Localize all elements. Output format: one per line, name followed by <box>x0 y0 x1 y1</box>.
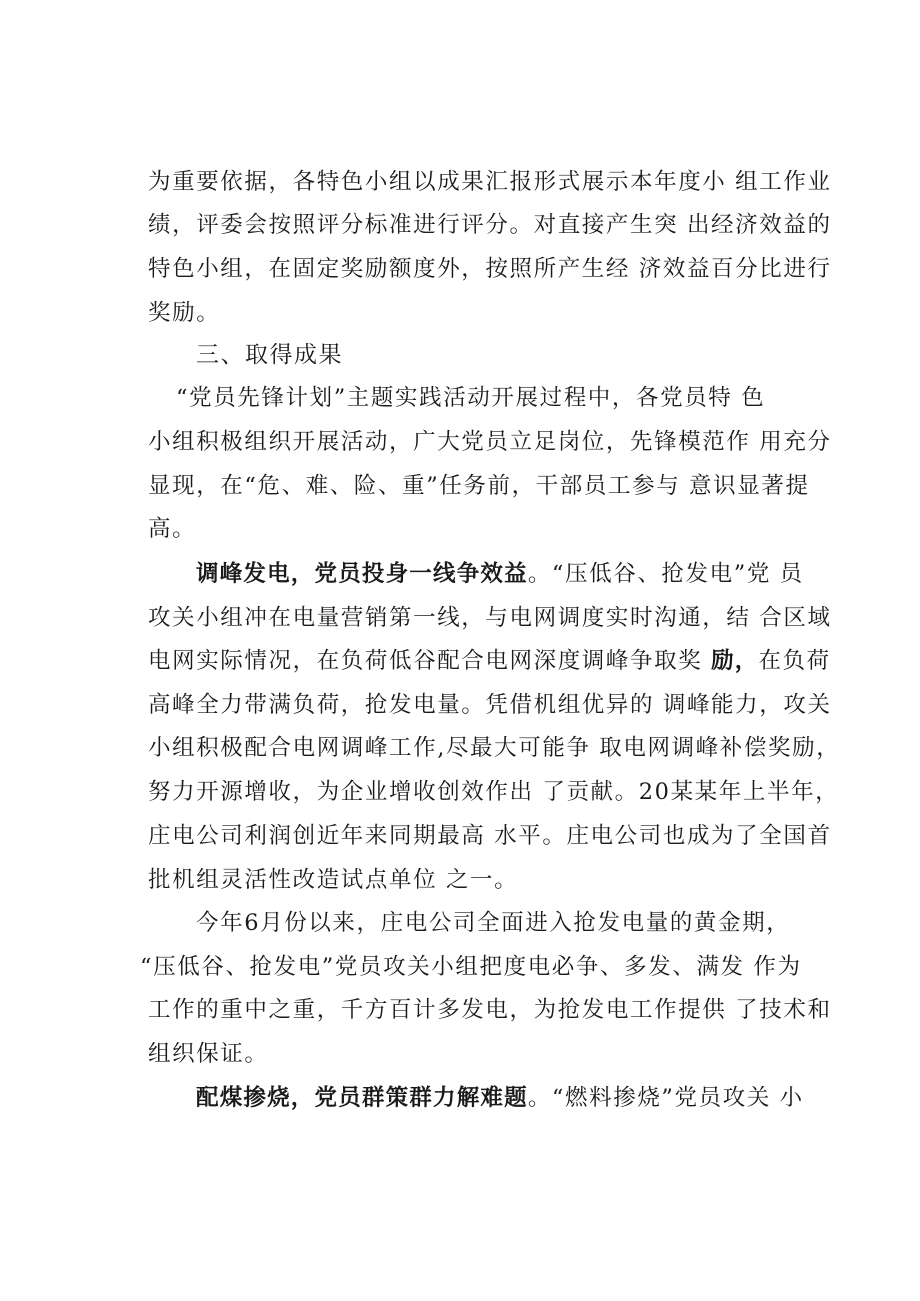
paragraph-line <box>196 559 866 589</box>
paragraph-line: 特色小组，在固定奖励额度外，按照所产生经 济效益百分比进行 <box>148 256 832 282</box>
paragraph-line: 小组积极配合电网调峰工作,尽最大可能争 取电网调峰补偿奖励， <box>148 735 841 761</box>
paragraph-line: 工作的重中之重，千方百计多发电，为抢发电工作提供 了技术和 <box>148 997 832 1023</box>
paragraph-text: 电网实际情况，在负荷低谷配合电网深度调峰争取奖 <box>148 648 712 674</box>
paragraph-line <box>196 1083 866 1113</box>
paragraph-line: 组织保证。 <box>148 1041 269 1067</box>
paragraph-text: 。“燃料掺烧”党员攻关 小 <box>527 1085 804 1111</box>
paragraph-text: 在负荷 <box>758 648 831 674</box>
paragraph-line: 攻关小组冲在电量营销第一线，与电网调度实时沟通，结 合区域 <box>148 605 832 631</box>
bold-lead-phrase: 配煤掺烧，党员群策群力解难题 <box>196 1085 528 1111</box>
paragraph-line: 庄电公司利润创近年来同期最高 水平。庄电公司也成为了全国首 <box>148 823 832 849</box>
paragraph-line: 批机组灵活性改造试点单位 之一。 <box>148 867 519 893</box>
paragraph-line: “压低谷、抢发电”党员攻关小组把度电必争、多发、满发 作为 <box>140 954 802 980</box>
bold-text: 励， <box>711 648 759 674</box>
paragraph-line: “党员先锋计划”主题实践活动开展过程中，各党员特 色 <box>176 385 766 411</box>
bold-lead-phrase: 调峰发电，党员投身一线争效益 <box>196 561 528 587</box>
section-heading: 三、取得成果 <box>196 342 343 368</box>
paragraph-line: 高峰全力带满负荷，抢发电量。凭借机组优异的 调峰能力，攻关 <box>148 692 832 718</box>
paragraph-line: 绩，评委会按照评分标准进行评分。对直接产生突 出经济效益的 <box>148 212 832 238</box>
paragraph-line: 小组积极组织开展活动，广大党员立足岗位，先锋模范作 用充分 <box>148 429 832 455</box>
paragraph-line: 高。 <box>148 516 197 542</box>
paragraph-line: 为重要依据，各特色小组以成果汇报形式展示本年度小 组工作业 <box>148 169 832 195</box>
paragraph-line: 显现，在“危、难、险、重”任务前，干部员工参与 意识显著提 <box>148 473 810 499</box>
paragraph-line: 今年6月份以来，庄电公司全面进入抢发电量的黄金期， <box>196 910 791 936</box>
paragraph-line <box>148 646 831 676</box>
paragraph-text: 。“压低谷、抢发电”党 员 <box>527 561 804 587</box>
paragraph-line: 奖励。 <box>148 300 221 326</box>
paragraph-line: 努力开源增收，为企业增收创效作出 了贡献。20某某年上半年， <box>148 779 840 805</box>
